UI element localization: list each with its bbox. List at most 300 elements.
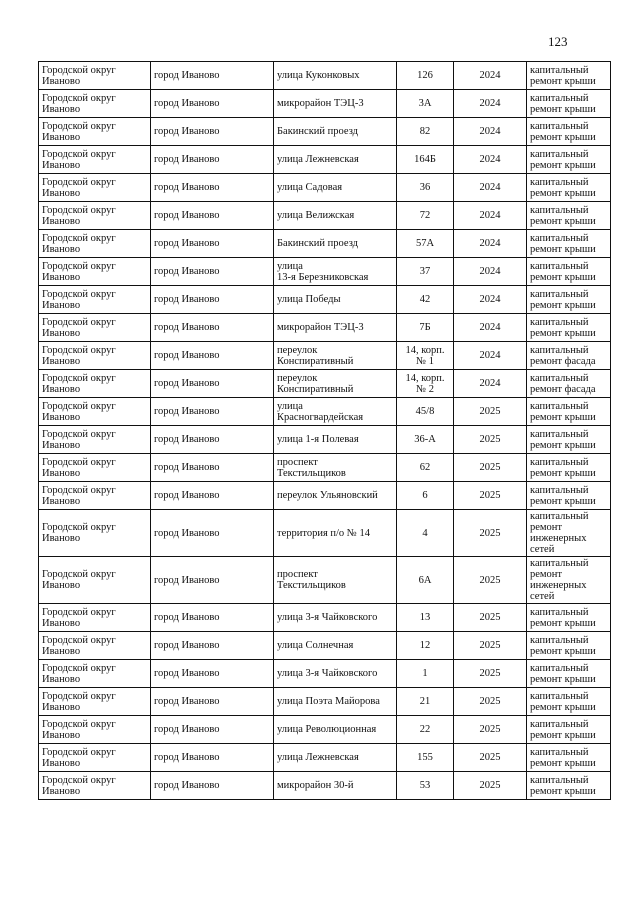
district-cell-text: Городской округ Иваново — [42, 260, 116, 283]
street-cell — [274, 230, 397, 258]
year-cell — [454, 398, 527, 426]
street-cell — [274, 314, 397, 342]
year-cell-text: 2024 — [479, 154, 501, 165]
district-cell — [39, 118, 151, 146]
street-cell-text: проспект Текстильщиков — [277, 569, 346, 591]
street-cell — [274, 202, 397, 230]
street-cell — [274, 370, 397, 398]
house-number-cell — [397, 342, 454, 370]
house-number-cell-text: 155 — [417, 752, 433, 763]
work-type-cell-text: капитальный ремонт крыши — [530, 634, 596, 657]
house-number-cell-text: 4 — [422, 527, 428, 539]
street-cell-text: улица 13-я Березниковская — [277, 260, 369, 283]
city-cell — [151, 314, 274, 342]
year-cell — [454, 604, 527, 632]
street-cell-text: улица 1-я Полевая — [277, 434, 359, 445]
district-cell-text: Городской округ Иваново — [42, 344, 116, 367]
district-cell-text: Городской округ Иваново — [42, 64, 116, 87]
table-row — [39, 557, 611, 604]
year-cell — [454, 174, 527, 202]
house-number-cell-text: 13 — [419, 612, 431, 623]
work-type-cell-text: капитальный ремонт фасада — [530, 344, 596, 367]
year-cell — [454, 370, 527, 398]
year-cell — [454, 202, 527, 230]
city-cell — [151, 716, 274, 744]
year-cell — [454, 772, 527, 800]
district-cell — [39, 62, 151, 90]
street-cell-text: Бакинский проезд — [277, 238, 358, 249]
work-type-cell-text: капитальный ремонт крыши — [530, 746, 596, 769]
work-type-cell-text: капитальный ремонт крыши — [530, 260, 596, 283]
street-cell — [274, 632, 397, 660]
work-type-cell-text: капитальный ремонт инженерных сетей — [530, 558, 589, 602]
work-type-cell — [527, 286, 611, 314]
table-row — [39, 744, 611, 772]
street-cell-text: улица 3-я Чайковского — [277, 668, 378, 679]
street-cell-text: улица Велижская — [277, 210, 355, 221]
district-cell-text: Городской округ Иваново — [42, 148, 116, 171]
year-cell — [454, 286, 527, 314]
year-cell — [454, 632, 527, 660]
year-cell-text: 2025 — [479, 724, 501, 735]
table-row — [39, 230, 611, 258]
year-cell — [454, 118, 527, 146]
city-cell-text: город Иваново — [154, 98, 220, 109]
year-cell-text: 2025 — [479, 612, 501, 623]
work-type-cell-text: капитальный ремонт крыши — [530, 120, 596, 143]
district-cell — [39, 230, 151, 258]
street-cell-text: улица 3-я Чайковского — [277, 612, 378, 623]
table-row — [39, 258, 611, 286]
street-cell — [274, 604, 397, 632]
year-cell-text: 2025 — [479, 780, 501, 791]
table-row — [39, 772, 611, 800]
district-cell-text: Городской округ Иваново — [42, 774, 116, 797]
district-cell-text: Городской округ Иваново — [42, 204, 116, 227]
work-type-cell — [527, 202, 611, 230]
year-cell-text: 2025 — [479, 406, 501, 417]
city-cell — [151, 146, 274, 174]
district-cell — [39, 342, 151, 370]
district-cell — [39, 90, 151, 118]
house-number-cell-text: 21 — [419, 696, 431, 707]
table-row — [39, 716, 611, 744]
year-cell — [454, 660, 527, 688]
street-cell-text: микрорайон ТЭЦ-3 — [277, 322, 364, 333]
year-cell — [454, 230, 527, 258]
year-cell-text: 2024 — [479, 98, 501, 109]
district-cell — [39, 688, 151, 716]
street-cell — [274, 286, 397, 314]
work-type-cell — [527, 398, 611, 426]
city-cell — [151, 342, 274, 370]
district-cell — [39, 482, 151, 510]
district-cell — [39, 510, 151, 557]
year-cell-text: 2024 — [479, 294, 501, 305]
work-type-cell — [527, 454, 611, 482]
year-cell-text: 2024 — [479, 378, 501, 389]
house-number-cell — [397, 258, 454, 286]
city-cell-text: город Иваново — [154, 612, 220, 623]
street-cell — [274, 258, 397, 286]
district-cell — [39, 398, 151, 426]
street-cell-text: улица Куконковых — [277, 70, 360, 81]
district-cell-text: Городской округ Иваново — [42, 662, 116, 685]
street-cell — [274, 146, 397, 174]
house-number-cell — [397, 688, 454, 716]
work-type-cell-text: капитальный ремонт крыши — [530, 690, 596, 713]
house-number-cell-text: 36-А — [414, 434, 436, 445]
street-cell — [274, 342, 397, 370]
house-number-cell-text: 164Б — [414, 154, 436, 165]
house-number-cell-text: 45/8 — [415, 406, 435, 417]
house-number-cell — [397, 510, 454, 557]
table-row — [39, 90, 611, 118]
house-number-cell — [397, 174, 454, 202]
district-cell-text: Городской округ Иваново — [42, 120, 116, 143]
work-type-cell-text: капитальный ремонт крыши — [530, 456, 596, 479]
city-cell-text: город Иваново — [154, 434, 220, 445]
street-cell-text: улица Садовая — [277, 182, 343, 193]
street-cell — [274, 398, 397, 426]
district-cell-text: Городской округ Иваново — [42, 400, 116, 423]
city-cell-text: город Иваново — [154, 752, 220, 763]
work-type-cell-text: капитальный ремонт фасада — [530, 372, 596, 395]
city-cell-text: город Иваново — [154, 462, 220, 473]
work-type-cell — [527, 557, 611, 604]
page-number: 123 — [548, 34, 568, 49]
city-cell-text: город Иваново — [154, 70, 220, 81]
house-number-cell — [397, 426, 454, 454]
city-cell-text: город Иваново — [154, 182, 220, 193]
house-number-cell — [397, 744, 454, 772]
house-number-cell — [397, 118, 454, 146]
work-type-cell — [527, 482, 611, 510]
work-type-cell — [527, 62, 611, 90]
city-cell-text: город Иваново — [154, 668, 220, 679]
year-cell — [454, 454, 527, 482]
table-body — [39, 62, 611, 800]
year-cell-text: 2025 — [479, 668, 501, 679]
year-cell-text: 2024 — [479, 350, 501, 361]
city-cell-text: город Иваново — [154, 210, 220, 221]
district-cell — [39, 286, 151, 314]
table-row — [39, 398, 611, 426]
work-type-cell — [527, 510, 611, 557]
district-cell — [39, 604, 151, 632]
table-row — [39, 510, 611, 557]
city-cell — [151, 230, 274, 258]
table-row — [39, 370, 611, 398]
work-type-cell-text: капитальный ремонт крыши — [530, 92, 596, 115]
district-cell — [39, 426, 151, 454]
house-number-cell-text: 14, корп. № 1 — [405, 344, 445, 367]
district-cell — [39, 454, 151, 482]
repair-register-table — [38, 61, 611, 800]
work-type-cell — [527, 426, 611, 454]
year-cell-text: 2025 — [479, 752, 501, 763]
district-cell — [39, 202, 151, 230]
street-cell-text: переулок Конспиративный — [277, 372, 354, 395]
city-cell — [151, 90, 274, 118]
year-cell-text: 2025 — [479, 574, 501, 586]
street-cell-text: улица Поэта Майорова — [277, 696, 380, 707]
district-cell-text: Городской округ Иваново — [42, 484, 116, 507]
work-type-cell-text: капитальный ремонт крыши — [530, 176, 596, 199]
year-cell — [454, 510, 527, 557]
work-type-cell — [527, 342, 611, 370]
work-type-cell-text: капитальный ремонт крыши — [530, 204, 596, 227]
house-number-cell — [397, 398, 454, 426]
year-cell-text: 2025 — [479, 696, 501, 707]
street-cell-text: переулок Конспиративный — [277, 344, 354, 367]
district-cell — [39, 557, 151, 604]
work-type-cell-text: капитальный ремонт крыши — [530, 774, 596, 797]
year-cell — [454, 90, 527, 118]
table-row — [39, 62, 611, 90]
district-cell-text: Городской округ Иваново — [42, 606, 116, 629]
city-cell — [151, 370, 274, 398]
street-cell — [274, 62, 397, 90]
work-type-cell-text: капитальный ремонт крыши — [530, 64, 596, 87]
work-type-cell — [527, 688, 611, 716]
house-number-cell-text: 12 — [419, 640, 431, 651]
house-number-cell-text: 1 — [422, 668, 428, 679]
work-type-cell — [527, 258, 611, 286]
district-cell-text: Городской округ Иваново — [42, 316, 116, 339]
house-number-cell — [397, 632, 454, 660]
work-type-cell-text: капитальный ремонт крыши — [530, 232, 596, 255]
year-cell — [454, 716, 527, 744]
district-cell-text: Городской округ Иваново — [42, 428, 116, 451]
house-number-cell-text: 22 — [419, 724, 431, 735]
house-number-cell — [397, 202, 454, 230]
year-cell-text: 2025 — [479, 527, 501, 539]
work-type-cell — [527, 744, 611, 772]
work-type-cell — [527, 660, 611, 688]
city-cell — [151, 398, 274, 426]
year-cell-text: 2024 — [479, 126, 501, 137]
house-number-cell-text: 53 — [419, 780, 431, 791]
house-number-cell — [397, 716, 454, 744]
city-cell — [151, 510, 274, 557]
city-cell — [151, 688, 274, 716]
district-cell-text: Городской округ Иваново — [42, 690, 116, 713]
district-cell-text: Городской округ Иваново — [42, 232, 116, 255]
year-cell — [454, 62, 527, 90]
work-type-cell — [527, 146, 611, 174]
house-number-cell — [397, 604, 454, 632]
district-cell-text: Городской округ Иваново — [42, 456, 116, 479]
street-cell-text: улица Солнечная — [277, 640, 354, 651]
house-number-cell — [397, 146, 454, 174]
city-cell — [151, 772, 274, 800]
city-cell — [151, 557, 274, 604]
street-cell — [274, 772, 397, 800]
city-cell-text: город Иваново — [154, 574, 220, 586]
year-cell-text: 2024 — [479, 322, 501, 333]
district-cell — [39, 174, 151, 202]
table-row — [39, 314, 611, 342]
year-cell-text: 2024 — [479, 266, 501, 277]
district-cell-text: Городской округ Иваново — [42, 372, 116, 395]
city-cell — [151, 258, 274, 286]
house-number-cell-text: 36 — [419, 182, 431, 193]
work-type-cell-text: капитальный ремонт инженерных сетей — [530, 511, 589, 555]
street-cell — [274, 557, 397, 604]
house-number-cell — [397, 660, 454, 688]
city-cell-text: город Иваново — [154, 724, 220, 735]
year-cell-text: 2024 — [479, 70, 501, 81]
table-row — [39, 174, 611, 202]
table-row — [39, 286, 611, 314]
district-cell — [39, 716, 151, 744]
work-type-cell-text: капитальный ремонт крыши — [530, 288, 596, 311]
city-cell-text: город Иваново — [154, 126, 220, 137]
house-number-cell-text: 72 — [419, 210, 431, 221]
work-type-cell — [527, 230, 611, 258]
house-number-cell-text: 62 — [419, 462, 431, 473]
street-cell-text: улица Революционная — [277, 724, 377, 735]
table-row — [39, 118, 611, 146]
table-row — [39, 688, 611, 716]
house-number-cell — [397, 557, 454, 604]
district-cell — [39, 660, 151, 688]
year-cell — [454, 426, 527, 454]
house-number-cell — [397, 230, 454, 258]
table-row — [39, 482, 611, 510]
street-cell — [274, 482, 397, 510]
city-cell-text: город Иваново — [154, 350, 220, 361]
year-cell — [454, 688, 527, 716]
table-row — [39, 146, 611, 174]
district-cell — [39, 146, 151, 174]
table-row — [39, 604, 611, 632]
street-cell-text: микрорайон 30-й — [277, 780, 354, 791]
city-cell — [151, 286, 274, 314]
city-cell — [151, 482, 274, 510]
house-number-cell-text: 42 — [419, 294, 431, 305]
street-cell-text: проспект Текстильщиков — [277, 456, 346, 479]
district-cell-text: Городской округ Иваново — [42, 288, 116, 311]
city-cell — [151, 118, 274, 146]
city-cell — [151, 174, 274, 202]
table-row — [39, 426, 611, 454]
year-cell-text: 2024 — [479, 238, 501, 249]
house-number-cell — [397, 454, 454, 482]
street-cell — [274, 688, 397, 716]
year-cell-text: 2025 — [479, 462, 501, 473]
house-number-cell — [397, 482, 454, 510]
city-cell-text: город Иваново — [154, 527, 220, 539]
work-type-cell-text: капитальный ремонт крыши — [530, 606, 596, 629]
work-type-cell-text: капитальный ремонт крыши — [530, 428, 596, 451]
work-type-cell-text: капитальный ремонт крыши — [530, 484, 596, 507]
house-number-cell-text: 7Б — [419, 322, 431, 333]
street-cell-text: микрорайон ТЭЦ-3 — [277, 98, 364, 109]
house-number-cell-text: 57А — [415, 238, 435, 249]
year-cell-text: 2025 — [479, 490, 501, 501]
district-cell — [39, 370, 151, 398]
city-cell-text: город Иваново — [154, 322, 220, 333]
work-type-cell — [527, 314, 611, 342]
district-cell-text: Городской округ Иваново — [42, 522, 116, 544]
city-cell-text: город Иваново — [154, 378, 220, 389]
district-cell — [39, 632, 151, 660]
work-type-cell — [527, 118, 611, 146]
year-cell-text: 2025 — [479, 434, 501, 445]
street-cell-text: улица Победы — [277, 294, 341, 305]
work-type-cell — [527, 772, 611, 800]
house-number-cell-text: 126 — [417, 70, 433, 81]
city-cell — [151, 660, 274, 688]
table-row — [39, 202, 611, 230]
work-type-cell — [527, 174, 611, 202]
year-cell-text: 2025 — [479, 640, 501, 651]
house-number-cell — [397, 370, 454, 398]
street-cell — [274, 90, 397, 118]
street-cell-text: Бакинский проезд — [277, 126, 358, 137]
street-cell-text: улица Лежневская — [277, 752, 359, 763]
house-number-cell — [397, 90, 454, 118]
work-type-cell-text: капитальный ремонт крыши — [530, 718, 596, 741]
street-cell-text: переулок Ульяновский — [277, 490, 378, 501]
street-cell-text: улица Красногвардейская — [277, 400, 364, 423]
year-cell — [454, 342, 527, 370]
city-cell — [151, 744, 274, 772]
district-cell-text: Городской округ Иваново — [42, 176, 116, 199]
work-type-cell-text: капитальный ремонт крыши — [530, 400, 596, 423]
district-cell — [39, 258, 151, 286]
work-type-cell — [527, 632, 611, 660]
year-cell — [454, 146, 527, 174]
house-number-cell-text: 6А — [418, 574, 432, 586]
work-type-cell — [527, 370, 611, 398]
work-type-cell-text: капитальный ремонт крыши — [530, 662, 596, 685]
year-cell-text: 2024 — [479, 182, 501, 193]
house-number-cell-text: 37 — [419, 266, 431, 277]
work-type-cell-text: капитальный ремонт крыши — [530, 316, 596, 339]
street-cell — [274, 426, 397, 454]
street-cell-text: улица Лежневская — [277, 154, 359, 165]
city-cell — [151, 632, 274, 660]
work-type-cell — [527, 604, 611, 632]
table-row — [39, 342, 611, 370]
year-cell — [454, 557, 527, 604]
city-cell — [151, 604, 274, 632]
city-cell-text: город Иваново — [154, 490, 220, 501]
city-cell-text: город Иваново — [154, 406, 220, 417]
city-cell — [151, 454, 274, 482]
district-cell — [39, 314, 151, 342]
house-number-cell — [397, 62, 454, 90]
city-cell — [151, 426, 274, 454]
street-cell — [274, 118, 397, 146]
year-cell — [454, 482, 527, 510]
city-cell-text: город Иваново — [154, 640, 220, 651]
year-cell-text: 2024 — [479, 210, 501, 221]
house-number-cell-text: 3А — [418, 98, 432, 109]
street-cell — [274, 174, 397, 202]
city-cell — [151, 62, 274, 90]
district-cell-text: Городской округ Иваново — [42, 569, 116, 591]
table-row — [39, 454, 611, 482]
district-cell-text: Городской округ Иваново — [42, 92, 116, 115]
city-cell-text: город Иваново — [154, 154, 220, 165]
house-number-cell — [397, 314, 454, 342]
district-cell-text: Городской округ Иваново — [42, 634, 116, 657]
city-cell-text: город Иваново — [154, 238, 220, 249]
